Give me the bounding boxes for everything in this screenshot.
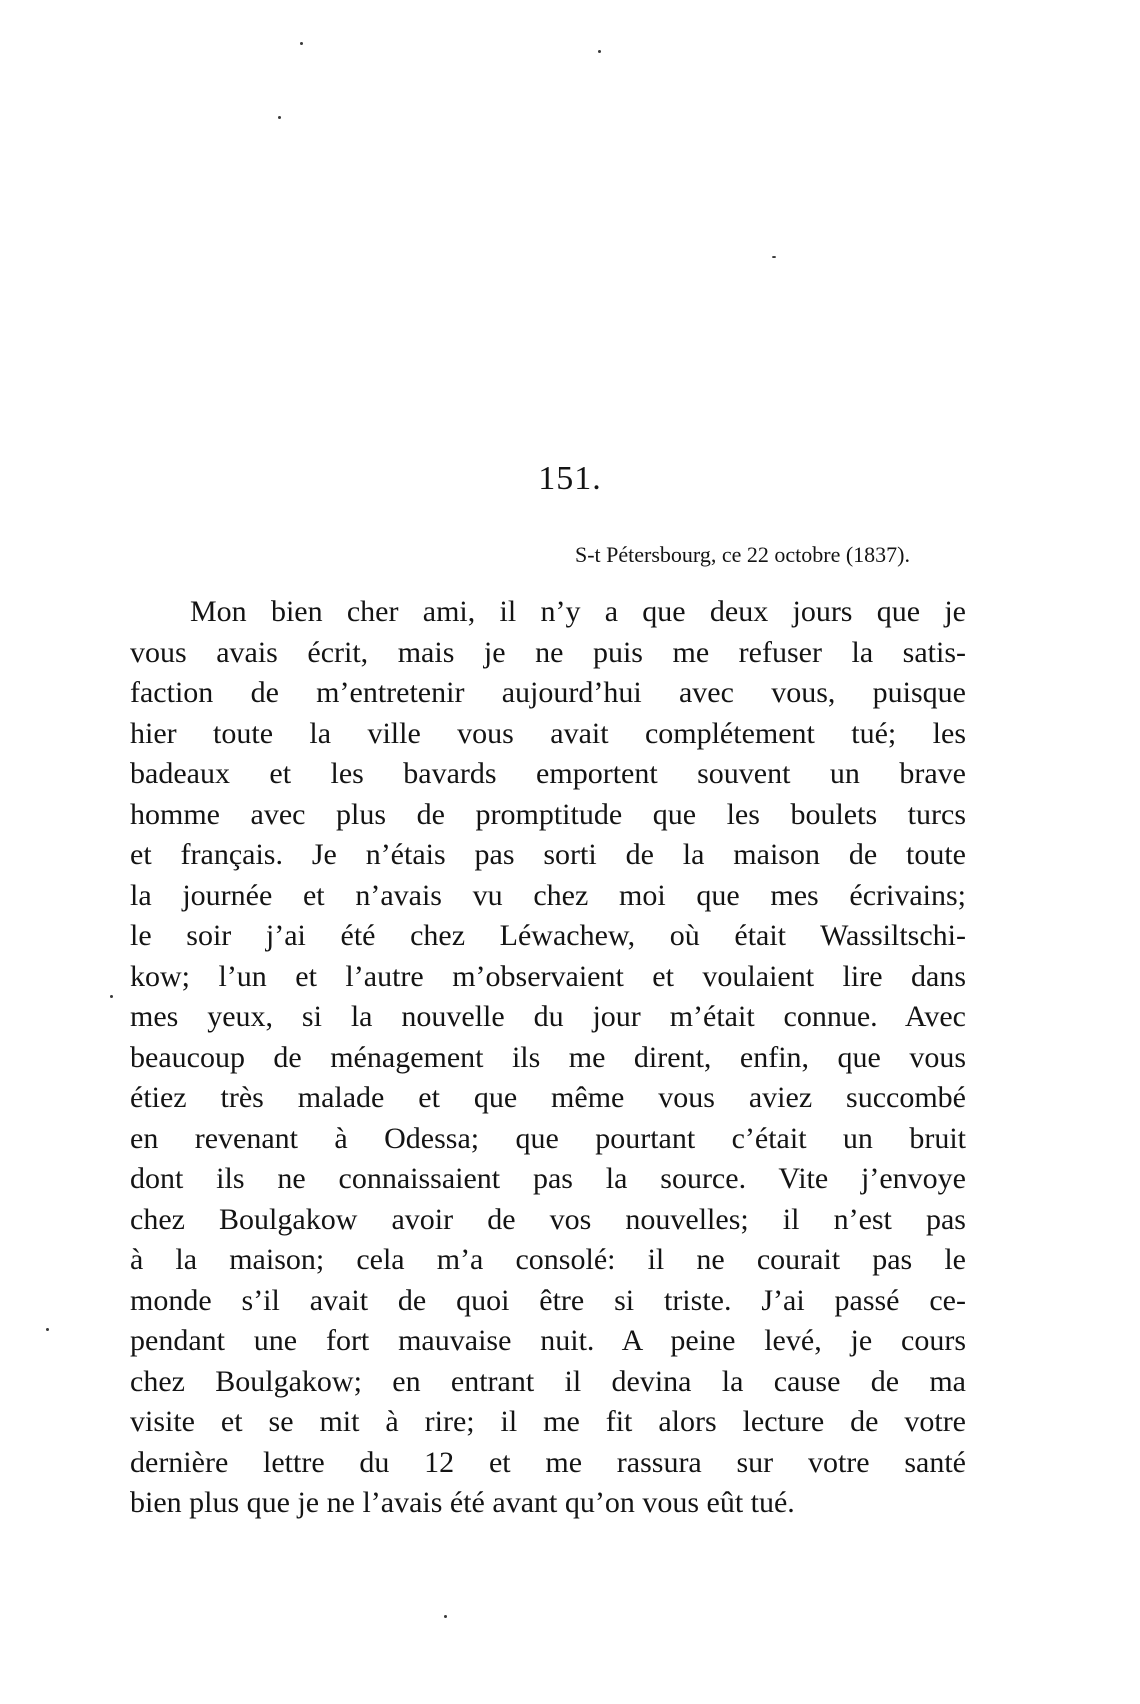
text-line: pendant une fort mauvaise nuit. A peine levé, je cours <box>130 1324 966 1357</box>
scan-speck <box>598 50 601 53</box>
text-line: badeaux et les bavards emportent souvent un brave <box>130 757 966 790</box>
scan-speck <box>772 256 776 258</box>
text-line: bien plus que je ne l’avais été avant qu’on vous eût tué. <box>130 1486 795 1519</box>
scan-speck <box>300 42 303 45</box>
scan-speck <box>46 1328 49 1331</box>
text-line: faction de m’entretenir aujourd’hui avec vous, puisque <box>130 676 966 709</box>
text-line: kow; l’un et l’autre m’observaient et voulaient lire dans <box>130 959 966 993</box>
text-line: monde s’il avait de quoi être si triste. J’ai passé ce- <box>130 1283 966 1317</box>
scan-speck <box>444 1615 447 1618</box>
scan-speck <box>278 116 281 119</box>
text-line: la journée et n’avais vu chez moi que mes écrivains; <box>130 878 966 912</box>
text-line: dernière lettre du 12 et me rassura sur votre santé <box>130 1445 966 1479</box>
text-line: mes yeux, si la nouvelle du jour m’était connue. Avec <box>130 1000 966 1033</box>
text-line: chez Boulgakow; en entrant il devina la cause de ma <box>130 1364 966 1398</box>
text-line: en revenant à Odessa; que pourtant c’était un bruit <box>130 1121 966 1155</box>
dateline: S-t Pétersbourg, ce 22 octobre (1837). <box>574 542 910 567</box>
text-line: à la maison; cela m’a consolé: il ne courait pas le <box>130 1243 966 1276</box>
letter-number: 151. <box>538 460 602 497</box>
text-line: homme avec plus de promptitude que les boulets turcs <box>130 797 966 831</box>
text-line: beaucoup de ménagement ils me dirent, enfin, que vous <box>130 1040 966 1074</box>
text-line: vous avais écrit, mais je ne puis me refuser la satis- <box>130 635 966 669</box>
text-line: le soir j’ai été chez Léwachew, où était Wassiltschi- <box>130 919 966 952</box>
text-line: visite et se mit à rire; il me fit alors lecture de votre <box>130 1405 966 1438</box>
scan-speck <box>110 995 113 998</box>
text-line: Mon bien cher ami, il n’y a que deux jours que je <box>190 595 966 628</box>
text-line: hier toute la ville vous avait complétement tué; les <box>130 716 966 750</box>
text-line: et français. Je n’étais pas sorti de la maison de toute <box>130 838 966 871</box>
text-line: étiez très malade et que même vous aviez succombé <box>130 1081 966 1114</box>
text-line: dont ils ne connaissaient pas la source. Vite j’envoye <box>130 1162 966 1195</box>
text-line: chez Boulgakow avoir de vos nouvelles; il n’est pas <box>130 1202 966 1236</box>
letter-body <box>130 592 966 1524</box>
